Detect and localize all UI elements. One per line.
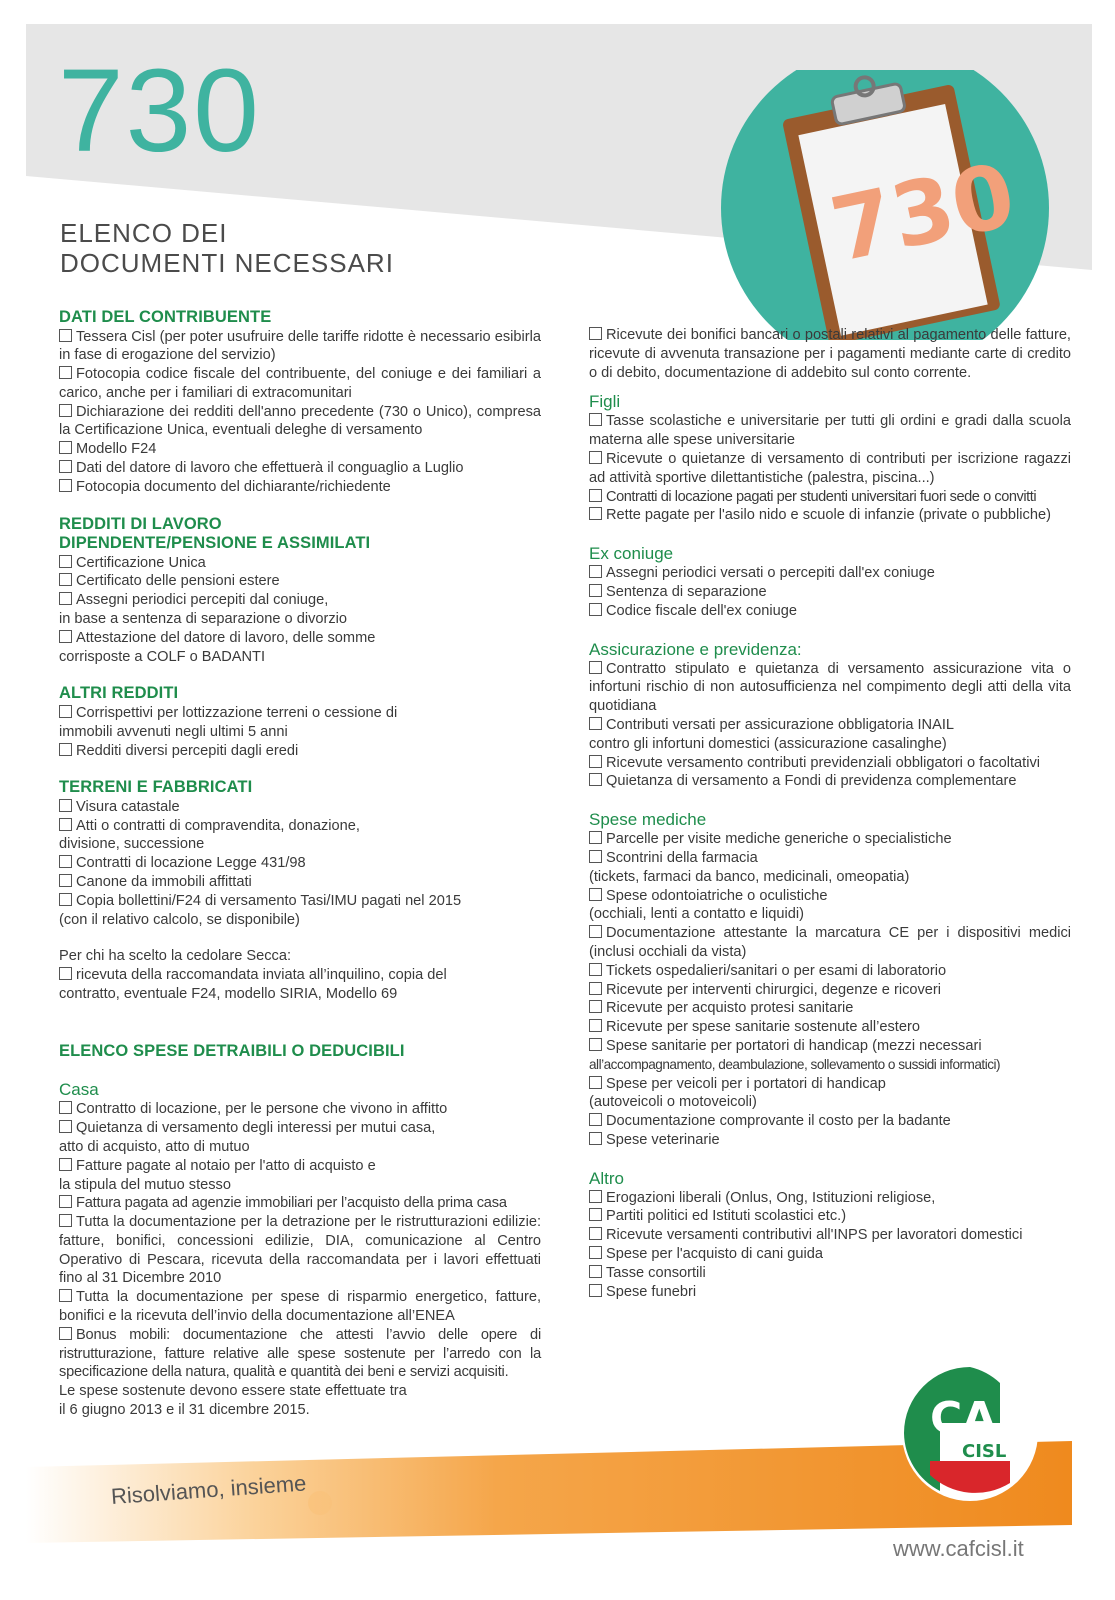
checkbox[interactable] bbox=[589, 1132, 602, 1145]
list-item: Fotocopia documento del dichiarante/richiedente bbox=[59, 478, 541, 497]
website-link[interactable]: www.cafcisl.it bbox=[893, 1536, 1024, 1561]
list-item: Spese veterinarie bbox=[589, 1131, 1071, 1150]
checkbox[interactable] bbox=[59, 967, 72, 980]
checkbox[interactable] bbox=[589, 1246, 602, 1259]
list-item-continuation: contratto, eventuale F24, modello SIRIA, Modello 69 bbox=[59, 986, 398, 1003]
checkbox[interactable] bbox=[589, 1227, 602, 1240]
checkbox[interactable] bbox=[589, 584, 602, 597]
list-item: Rette pagate per l'asilo nido e scuole di infanzie (private o pubbliche) bbox=[589, 506, 1071, 525]
checkbox[interactable] bbox=[589, 507, 602, 520]
list-item: Spese funebri bbox=[589, 1283, 1071, 1302]
list-item: Scontrini della farmacia bbox=[589, 849, 1071, 868]
list-item: Redditi diversi percepiti dagli eredi bbox=[59, 742, 541, 761]
checkbox[interactable] bbox=[589, 773, 602, 786]
checkbox[interactable] bbox=[589, 327, 602, 340]
section-title-altri: ALTRI REDDITI bbox=[59, 684, 179, 703]
checkbox[interactable] bbox=[589, 1113, 602, 1126]
subsection-title-spese-mediche: Spese mediche bbox=[589, 810, 707, 830]
clipboard-illustration bbox=[720, 70, 1060, 340]
checkbox[interactable] bbox=[59, 743, 72, 756]
list-item: Fotocopia codice fiscale del contribuente, del coniuge e dei familiari a carico, anche per i familiari di extracomunitari bbox=[59, 366, 541, 401]
checkbox[interactable] bbox=[589, 603, 602, 616]
list-item: Spese odontoiatriche o oculistiche bbox=[589, 887, 1071, 906]
checkbox[interactable] bbox=[589, 1190, 602, 1203]
checkbox[interactable] bbox=[589, 717, 602, 730]
list-item: Tessera Cisl (per poter usufruire delle tariffe ridotte è necessario esibirla in fase di erogazione del servizio) bbox=[59, 328, 541, 364]
subsection-title-altro: Altro bbox=[589, 1168, 624, 1188]
checkbox[interactable] bbox=[589, 1208, 602, 1221]
list-item: Assegni periodici versati o percepiti dall'ex coniuge bbox=[589, 564, 1071, 583]
left-column bbox=[59, 308, 541, 1420]
list-item: Canone da immobili affittati bbox=[59, 873, 541, 892]
list-item: Dichiarazione dei redditi dell'anno precedente (730 o Unico), compresa la Certificazione Unica, eventuali deleghe di versamento bbox=[59, 403, 541, 439]
list-item: Ricevute per interventi chirurgici, degenze e ricoveri bbox=[589, 981, 1071, 1000]
list-item: Certificato delle pensioni estere bbox=[59, 572, 541, 591]
checkbox[interactable] bbox=[59, 1214, 72, 1227]
checkbox[interactable] bbox=[59, 799, 72, 812]
list-item: Copia bollettini/F24 di versamento Tasi/IMU pagati nel 2015 bbox=[59, 892, 541, 911]
subsection-title-figli: Figli bbox=[589, 392, 621, 412]
checkbox[interactable] bbox=[589, 755, 602, 768]
list-item-continuation: (occhiali, lenti a contatto e liquidi) bbox=[589, 906, 804, 923]
list-item: Contratto stipulato e quietanza di versamento assicurazione vita o infortuni rischio di non autosufficienza nel compimento degli atti della vita quotidiana bbox=[589, 660, 1071, 715]
list-item: Assegni periodici percepiti dal coniuge, bbox=[59, 591, 541, 610]
list-item: Ricevute per acquisto protesi sanitarie bbox=[589, 999, 1071, 1018]
list-item: Spese per veicoli per i portatori di handicap bbox=[589, 1075, 1071, 1094]
list-item-continuation: all’accompagnamento, deambulazione, sollevamento o sussidi informatici) bbox=[589, 1056, 1001, 1072]
list-item: Partiti politici ed Istituti scolastici etc.) bbox=[589, 1207, 1071, 1226]
note-line-1: Le spese sostenute devono essere state effettuate tra bbox=[59, 1383, 407, 1400]
section-title-dati: DATI DEL CONTRIBUENTE bbox=[59, 308, 272, 326]
list-item: Fatture pagate al notaio per l'atto di acquisto e bbox=[59, 1157, 541, 1176]
checkbox[interactable] bbox=[59, 1158, 72, 1171]
list-item: Contratto di locazione, per le persone che vivono in affitto bbox=[59, 1100, 541, 1119]
checkbox[interactable] bbox=[589, 1284, 602, 1297]
list-item: Attestazione del datore di lavoro, delle somme bbox=[59, 629, 541, 648]
checkbox[interactable] bbox=[589, 565, 602, 578]
list-item: Ricevute versamento contributi previdenziali obbligatori o facoltativi bbox=[589, 754, 1071, 773]
list-item: Documentazione attestante la marcatura CE per i dispositivi medici (inclusi occhiali da vista) bbox=[589, 925, 1071, 960]
list-item: Quietanza di versamento a Fondi di previdenza complementare bbox=[589, 772, 1071, 791]
checkbox[interactable] bbox=[59, 404, 72, 417]
checkbox[interactable] bbox=[59, 1327, 72, 1340]
section-title-redditi-1: REDDITI DI LAVORO bbox=[59, 514, 222, 533]
cedolare-intro: Per chi ha scelto la cedolare Secca: bbox=[59, 948, 292, 965]
checkbox[interactable] bbox=[59, 1195, 72, 1208]
checkbox[interactable] bbox=[589, 850, 602, 863]
checkbox[interactable] bbox=[59, 705, 72, 718]
checkbox[interactable] bbox=[59, 893, 72, 906]
checkbox[interactable] bbox=[589, 413, 602, 426]
checkbox[interactable] bbox=[589, 925, 602, 938]
list-item: Ricevute per spese sanitarie sostenute all’estero bbox=[589, 1018, 1071, 1037]
checkbox[interactable] bbox=[59, 366, 72, 379]
logo-cisl-text: CISL bbox=[962, 1441, 1007, 1462]
checkbox[interactable] bbox=[59, 441, 72, 454]
list-item: Tasse consortili bbox=[589, 1264, 1071, 1283]
checkbox[interactable] bbox=[59, 1289, 72, 1302]
right-column bbox=[589, 326, 1071, 1301]
list-item: Contratti di locazione pagati per studenti universitari fuori sede o convitti bbox=[589, 488, 1071, 507]
list-item: Dati del datore di lavoro che effettuerà il conguaglio a Luglio bbox=[59, 459, 541, 478]
checkbox[interactable] bbox=[589, 982, 602, 995]
checkbox[interactable] bbox=[589, 1038, 602, 1051]
list-item-continuation: divisione, successione bbox=[59, 836, 205, 853]
checkbox[interactable] bbox=[59, 855, 72, 868]
list-item: Bonus mobili: documentazione che attesti l’avvio delle opere di ristrutturazione, fatture relative alle spese sostenute per l’arredo con la specificazione della natura, qualità e quantità dei beni e servizi acquisiti. bbox=[59, 1326, 541, 1381]
slogan-text: Risolviamo, insieme bbox=[110, 1470, 308, 1510]
list-item: Fattura pagata ad agenzie immobiliari per l’acquisto della prima casa bbox=[59, 1194, 541, 1213]
list-item: Tutta la documentazione per spese di risparmio energetico, fatture, bonifici e la ricevuta dell’invio della documentazione all’ENEA bbox=[59, 1289, 541, 1325]
list-item: Tickets ospedalieri/sanitari o per esami di laboratorio bbox=[589, 962, 1071, 981]
list-item-continuation: atto di acquisto, atto di mutuo bbox=[59, 1138, 250, 1155]
subsection-title-assicurazione: Assicurazione e previdenza: bbox=[589, 639, 802, 659]
page-subtitle bbox=[60, 218, 394, 278]
list-item: Corrispettivi per lottizzazione terreni o cessione di bbox=[59, 704, 541, 723]
list-item: Contratti di locazione Legge 431/98 bbox=[59, 854, 541, 873]
list-item-continuation: la stipula del mutuo stesso bbox=[59, 1176, 231, 1193]
page-title: 730 bbox=[58, 45, 261, 177]
list-item: Sentenza di separazione bbox=[589, 583, 1071, 602]
checkbox[interactable] bbox=[589, 1000, 602, 1013]
list-item-continuation: (con il relativo calcolo, se disponibile) bbox=[59, 911, 300, 928]
list-item: Ricevute o quietanze di versamento di contributi per iscrizione ragazzi ad attività sportive dilettantistiche (palestra, piscina...) bbox=[589, 450, 1071, 486]
list-item: Atti o contratti di compravendita, donazione, bbox=[59, 817, 541, 836]
checkbox[interactable] bbox=[59, 1120, 72, 1133]
list-item: Spese sanitarie per portatori di handicap (mezzi necessari bbox=[589, 1037, 1071, 1056]
checkbox[interactable] bbox=[59, 1101, 72, 1114]
list-item-continuation: (tickets, farmaci da banco, medicinali, omeopatia) bbox=[589, 868, 910, 885]
list-item: Ricevute versamenti contributivi all'INPS per lavoratori domestici bbox=[589, 1226, 1071, 1245]
checkbox[interactable] bbox=[59, 874, 72, 887]
logo-caf-text: CAF bbox=[930, 1393, 1027, 1444]
clipboard-730-text: 730 bbox=[822, 143, 1024, 282]
checkbox[interactable] bbox=[589, 489, 602, 502]
note-line-2: il 6 giugno 2013 e il 31 dicembre 2015. bbox=[59, 1402, 310, 1419]
list-item: Tutta la documentazione per la detrazione per le ristrutturazioni edilizie: fatture, bonifici, concessioni edilizie, DIA, comunicazione al Centro Operativo di Pescara, ricevuta della raccomandata per i lavori effettuati fino al 31 Dicembre 2010 bbox=[59, 1214, 541, 1287]
list-item-continuation: in base a sentenza di separazione o divorzio bbox=[59, 611, 348, 628]
subsection-title-casa: Casa bbox=[59, 1080, 99, 1100]
list-item: Contributi versati per assicurazione obbligatoria INAIL bbox=[589, 716, 1071, 735]
list-item: Tasse scolastiche e universitarie per tutti gli ordini e gradi dalla scuola materna alle spese universitarie bbox=[589, 413, 1071, 449]
list-item: Spese per l'acquisto di cani guida bbox=[589, 1245, 1071, 1264]
list-item: Erogazioni liberali (Onlus, Ong, Istituzioni religiose, bbox=[589, 1189, 1071, 1208]
checkbox[interactable] bbox=[59, 630, 72, 643]
section-title-spese: ELENCO SPESE DETRAIBILI O DEDUCIBILI bbox=[59, 1041, 405, 1060]
checkbox[interactable] bbox=[589, 1265, 602, 1278]
checkbox[interactable] bbox=[59, 479, 72, 492]
checkbox[interactable] bbox=[589, 1076, 602, 1089]
list-item: Documentazione comprovante il costo per la badante bbox=[589, 1112, 1071, 1131]
checkbox[interactable] bbox=[589, 661, 602, 674]
subsection-title-ex-coniuge: Ex coniuge bbox=[589, 544, 674, 564]
list-item: Quietanza di versamento degli interessi per mutui casa, bbox=[59, 1119, 541, 1138]
list-item: Codice fiscale dell'ex coniuge bbox=[589, 602, 1071, 621]
list-item: ricevuta della raccomandata inviata all’inquilino, copia del bbox=[59, 966, 541, 985]
list-item-continuation: contro gli infortuni domestici (assicurazione casalinghe) bbox=[589, 735, 947, 752]
list-item-continuation: immobili avvenuti negli ultimi 5 anni bbox=[59, 723, 288, 740]
list-item-continuation: corrisposte a COLF o BADANTI bbox=[59, 648, 265, 665]
checkbox[interactable] bbox=[589, 451, 602, 464]
checkbox[interactable] bbox=[59, 818, 72, 831]
subtitle-line-1: ELENCO DEI bbox=[60, 218, 228, 248]
checkbox[interactable] bbox=[59, 555, 72, 568]
checkbox[interactable] bbox=[59, 460, 72, 473]
checkbox[interactable] bbox=[589, 963, 602, 976]
subtitle-line-2: DOCUMENTI NECESSARI bbox=[60, 248, 394, 278]
caf-cisl-logo bbox=[900, 1363, 1040, 1503]
checkbox[interactable] bbox=[59, 592, 72, 605]
list-item: Visura catastale bbox=[59, 798, 541, 817]
checkbox[interactable] bbox=[59, 329, 72, 342]
list-item-continuation: (autoveicoli o motoveicoli) bbox=[589, 1094, 757, 1111]
list-item: Parcelle per visite mediche generiche o specialistiche bbox=[589, 830, 1071, 849]
checkbox[interactable] bbox=[589, 1019, 602, 1032]
checkbox[interactable] bbox=[59, 573, 72, 586]
section-title-terreni: TERRENI E FABBRICATI bbox=[59, 778, 253, 797]
checkbox[interactable] bbox=[589, 831, 602, 844]
section-title-redditi-2: DIPENDENTE/PENSIONE E ASSIMILATI bbox=[59, 534, 371, 553]
list-item: Modello F24 bbox=[59, 440, 541, 459]
checkbox[interactable] bbox=[589, 888, 602, 901]
list-item: Ricevute dei bonifici bancari o postali relativi al pagamento delle fatture, ricevute di avvenuta transazione per i pagamenti mediante carte di credito o di debito, documentazione di addebito sul conto corrente. bbox=[589, 327, 1071, 381]
list-item: Certificazione Unica bbox=[59, 554, 541, 573]
